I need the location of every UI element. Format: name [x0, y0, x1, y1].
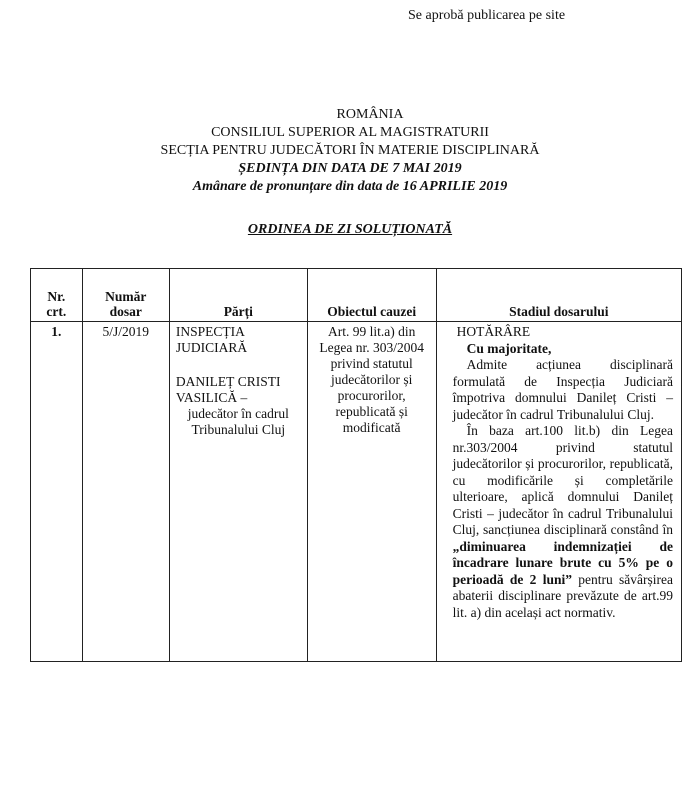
case-object: Art. 99 lit.a) din Legea nr. 303/2004 privind statutul judecătorilor și procurorilor, republicată și modificată	[307, 322, 436, 662]
sanction-text: „diminuarea indemnizației de încadrare lunare brute cu 5% pe o perioadă de 2 luni”	[452, 538, 673, 587]
header-parti: Părți	[169, 269, 307, 322]
document-header	[0, 106, 700, 196]
council-line: CONSILIUL SUPERIOR AL MAGISTRATURII	[211, 125, 489, 140]
row-number: 1.	[31, 322, 83, 662]
table-row	[31, 322, 682, 662]
table-header-row	[31, 269, 682, 322]
header-dosar	[82, 269, 169, 322]
party-defendant: DANILEȚ CRISTI VASILICĂ –	[175, 374, 281, 405]
header-stadiu: Stadiul dosarului	[436, 269, 681, 322]
country-line: ROMÂNIA	[336, 107, 404, 122]
header-nr	[31, 269, 83, 322]
header-obiect: Obiectul cauzei	[307, 269, 436, 322]
docket-table	[30, 268, 682, 662]
decision-p2-intro: În baza art.100 lit.b) din Legea nr.303/2004 privind statutul judecătorilor și procurorilor, republicată, cu modificările și completările ulterioare, aplică domnului Danileț Cristi – judecător în cadrul Tribunalului Cluj, sancțiunea disciplinară constând în	[452, 423, 673, 537]
publication-note: Se aprobă publicarea pe site	[408, 8, 566, 23]
parties-cell	[169, 322, 307, 662]
decision-p2-end: pentru săvârșirea abaterii disciplinare prevăzute de art.99 lit. a) din același act normativ.	[452, 571, 673, 620]
header-dosar-line1: Număr	[105, 289, 147, 304]
agenda-title: ORDINEA DE ZI SOLUȚIONATĂ	[247, 222, 453, 237]
party-defendant-role: judecător în cadrul Tribunalului Cluj	[187, 406, 289, 437]
file-number: 5/J/2019	[82, 322, 169, 662]
header-nr-line2: crt.	[46, 304, 67, 319]
section-line: SECȚIA PENTRU JUDECĂTORI ÎN MATERIE DISCIPLINARĂ	[160, 143, 540, 158]
session-date-line: ȘEDINȚA DIN DATA DE 7 MAI 2019	[238, 161, 462, 176]
decision-majority: Cu majoritate,	[466, 340, 552, 356]
party-plaintiff: INSPECȚIA JUDICIARĂ	[175, 324, 248, 355]
header-nr-line1: Nr.	[47, 289, 66, 304]
adjournment-line: Amânare de pronunțare din data de 16 APRILIE 2019	[192, 179, 508, 194]
status-cell	[436, 322, 681, 662]
decision-paragraph-2	[453, 423, 673, 621]
decision-paragraph-1: Admite acțiunea disciplinară formulată de Inspecția Judiciară împotriva domnului Danileț Cristi – judecător în cadrul Tribunalului Cluj.	[452, 357, 673, 422]
header-dosar-line2: dosar	[109, 304, 142, 319]
decision-title: HOTĂRÂRE	[456, 324, 531, 339]
